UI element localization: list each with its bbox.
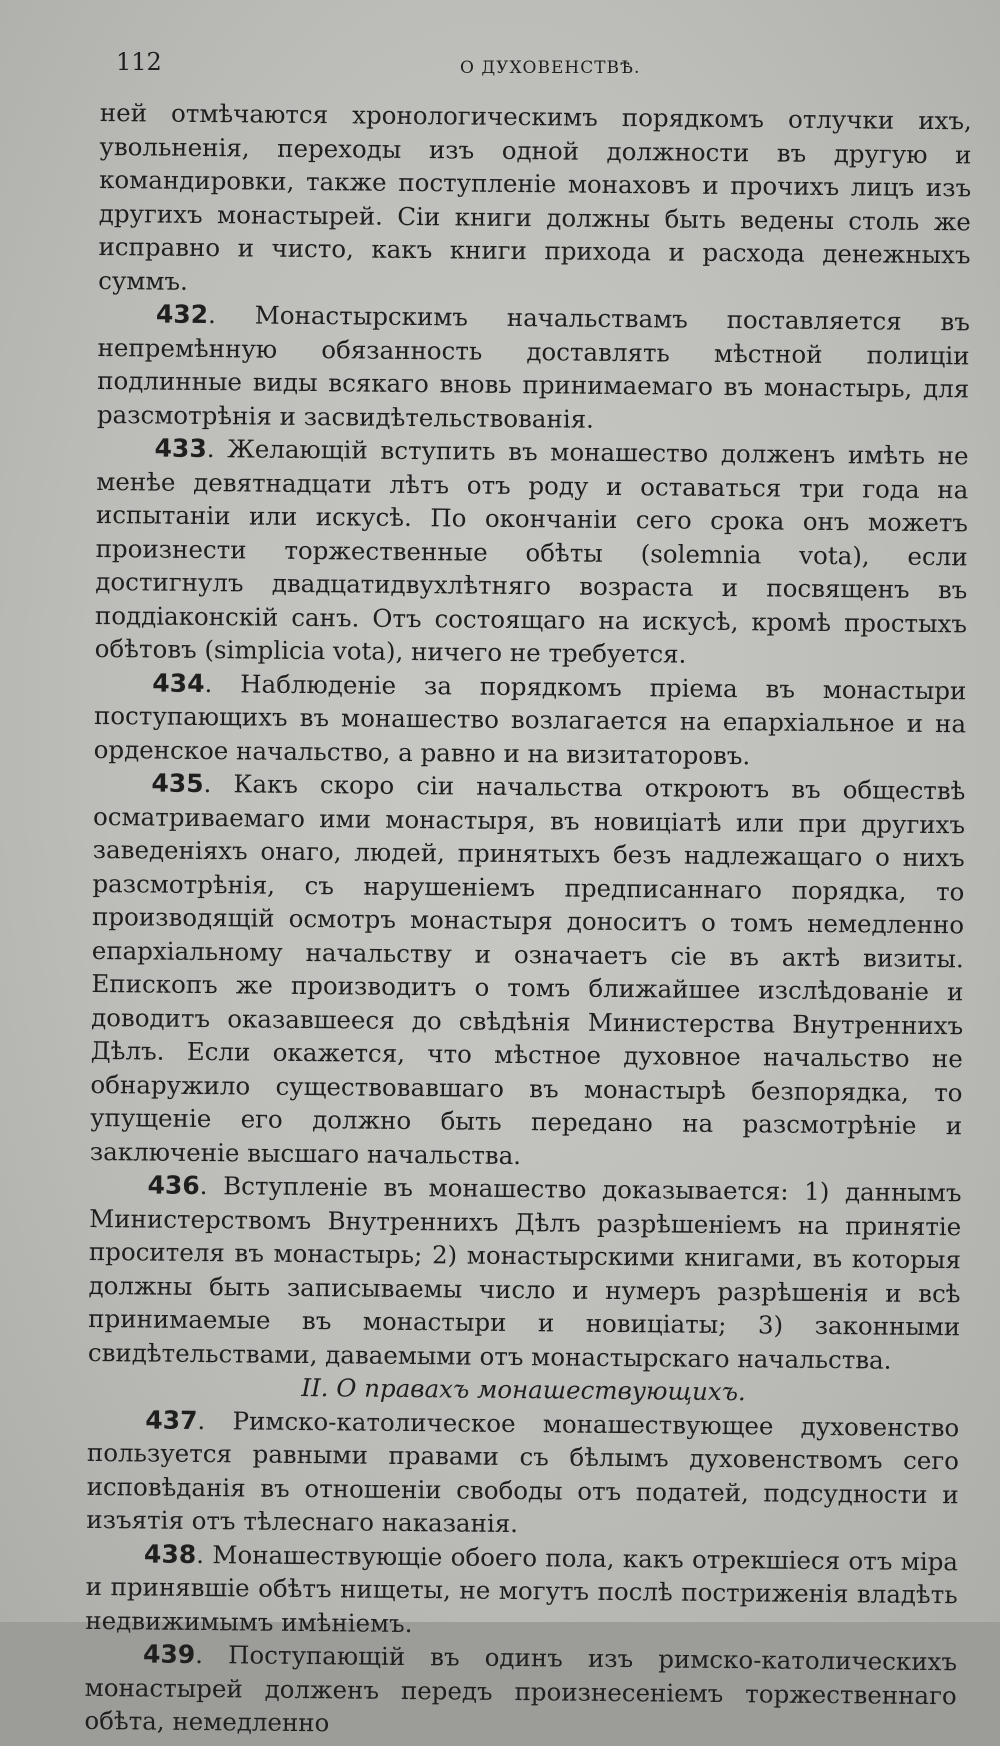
article-439: 439. Поступающій въ одинъ изъ римско-католическихъ монастырей долженъ передъ произнесеніемъ торжественнаго обѣта, немедленно: [84, 1639, 958, 1738]
article-text: Поступающій въ одинъ изъ римско-католическихъ монастырей долженъ передъ произнесеніемъ торжественнаго обѣта, немедленно: [84, 1640, 958, 1738]
article-number: 439: [142, 1639, 196, 1669]
page-number: 112: [116, 48, 162, 76]
article-432: 432. Монастырскимъ начальствамъ поставляется въ непремѣнную обязанность доставлять мѣстной полиціи подлинные виды всякаго вновь принимаемаго въ монастырь, для разсмотрѣнія и засвидѣтельствованія.: [96, 299, 971, 434]
article-text: Какъ скоро сіи начальства откроютъ въ обществѣ осматриваемаго ими монастыря, въ новиціатѣ или при другихъ заведеніяхъ онаго, людей, принятыхъ безъ надлежащаго о нихъ разсмотрѣнія, съ нарушеніемъ предписаннаго порядка, то производящій осмотръ монастыря доноситъ о томъ немедленно епархіальному начальству и означаетъ сіе въ актѣ визиты. Епископъ же производитъ о томъ ближайшее изслѣдованіе и доводитъ оказавшееся до свѣдѣнія Министерства Внутреннихъ Дѣлъ. Если окажется, что мѣстное духовное начальство не обнаружило существовавшаго въ монастырѣ безпорядка, то упущеніе его должно быть передано на разсмотрѣніе и заключеніе высшаго начальства.: [89, 769, 966, 1170]
article-number: 437: [145, 1404, 198, 1435]
page-header: [100, 42, 972, 88]
article-434: 434. Наблюденіе за порядкомъ пріема въ монастыри поступающихъ въ монашество возлагается на епархіальное и на орденское начальство, а равно и на визитаторовъ.: [93, 668, 967, 770]
article-number: 436: [147, 1170, 200, 1201]
article-437: 437. Римско-католическое монашествующее духовенство пользуется равными правами съ бѣлымъ духовенствомъ сего исповѣданія въ отношеніи свободы отъ податей, подсудности и изъятія отъ тѣлеснаго наказанія.: [86, 1404, 960, 1539]
section-heading: II. О правахъ монашествующихъ.: [301, 1372, 746, 1407]
article-text: Вступленіе въ монашество доказывается: 1) даннымъ Министерствомъ Внутреннихъ Дѣлъ разрѣшеніемъ на принятіе просителя въ монастырь; 2) монастырскими книгами, въ которыя должны быть записываемы число и нумеръ разрѣшенія и всѣ принимаемые въ монастыри и новиціаты; 3) законными свидѣтельствами, даваемыми отъ монастырскаго начальства.: [87, 1171, 962, 1375]
article-number: 432: [155, 299, 209, 330]
paragraph-text: ней отмѣчаются хронологическимъ порядкомъ отлучки ихъ, увольненія, переходы изъ одной должности въ другую и командировки, также поступленіе монаховъ и прочихъ лицъ изъ другихъ монастырей. Сіи книги должны быть ведены столь же исправно и чисто, какъ книги прихода и расхода денежныхъ суммъ.: [98, 97, 972, 296]
article-number: 434: [152, 668, 205, 698]
article-text: Наблюденіе за порядкомъ пріема въ монастыри поступающихъ въ монашество возлагается на епархіальное и на орденское начальство, а равно и на визитаторовъ.: [93, 668, 967, 770]
article-text: Желающій вступить въ монашество долженъ имѣть не менѣе девятнадцати лѣтъ отъ роду и оставаться три года на испытаніи или искусѣ. По окончаніи сего срока онъ можетъ произнести торжественные обѣты (solemnia vota), если достигнулъ двадцатидвухлѣтняго возраста и посвященъ въ поддіаконскій санъ. Отъ состоящаго на искусѣ, кромѣ простыхъ обѣтовъ (simplicia vota), ничего не требуется.: [94, 434, 969, 669]
article-435: 435. Какъ скоро сіи начальства откроютъ въ обществѣ осматриваемаго ими монастыря, въ новиціатѣ или при другихъ заведеніяхъ онаго, людей, принятыхъ безъ надлежащаго о нихъ разсмотрѣнія, съ нарушеніемъ предписаннаго порядка, то производящій осмотръ монастыря доноситъ о томъ немедленно епархіальному начальству и означаетъ сіе въ актѣ визиты. Епископъ же производитъ о томъ ближайшее изслѣдованіе и доводитъ оказавшееся до свѣдѣнія Министерства Внутреннихъ Дѣлъ. Если окажется, что мѣстное духовное начальство не обнаружило существовавшаго въ монастырѣ безпорядка, то упущеніе его должно быть передано на разсмотрѣніе и заключеніе высшаго начальства.: [89, 768, 966, 1170]
article-438: 438. Монашествующіе обоего пола, какъ отрекшіеся отъ міра и принявшіе обѣтъ нищеты, не могутъ послѣ постриженія владѣть недвижимымъ имѣніемъ.: [85, 1538, 959, 1638]
body-text: [84, 96, 972, 1746]
article-text: Монашествующіе обоего пола, какъ отрекшіеся отъ міра и принявшіе обѣтъ нищеты, не могутъ послѣ постриженія владѣть недвижимымъ имѣніемъ.: [85, 1539, 959, 1638]
running-head: О ДУХОВЕНСТВѢ.: [460, 58, 641, 78]
article-text: Монастырскимъ начальствамъ поставляется въ непремѣнную обязанность доставлять мѣстной полиціи подлинные виды всякаго вновь принимаемаго въ монастырь, для разсмотрѣнія и засвидѣтельствованія.: [96, 300, 971, 434]
article-433: 433. Желающій вступить въ монашество долженъ имѣть не менѣе девятнадцати лѣтъ отъ роду и оставаться три года на испытаніи или искусѣ. По окончаніи сего срока онъ можетъ произнести торжественные обѣты (solemnia vota), если достигнулъ двадцатидвухлѣтняго возраста и посвященъ въ поддіаконскій санъ. Отъ состоящаго на искусѣ, кромѣ простыхъ обѣтовъ (simplicia vota), ничего не требуется.: [94, 433, 969, 669]
paragraph-continuation: [98, 96, 972, 305]
article-number: 433: [154, 433, 207, 464]
article-text: Римско-католическое монашествующее духовенство пользуется равными правами съ бѣлымъ духовенствомъ сего исповѣданія въ отношеніи свободы отъ податей, подсудности и изъятія отъ тѣлеснаго наказанія.: [86, 1405, 960, 1539]
article-number: 435: [151, 768, 204, 799]
article-436: 436. Вступленіе въ монашество доказывается: 1) даннымъ Министерствомъ Внутреннихъ Дѣлъ разрѣшеніемъ на принятіе просителя въ монастырь; 2) монастырскими книгами, въ которыя должны быть записываемы число и нумеръ разрѣшенія и всѣ принимаемые въ монастыри и новиціаты; 3) законными свидѣтельствами, даваемыми отъ монастырскаго начальства.: [87, 1170, 962, 1375]
article-number: 438: [143, 1538, 197, 1569]
